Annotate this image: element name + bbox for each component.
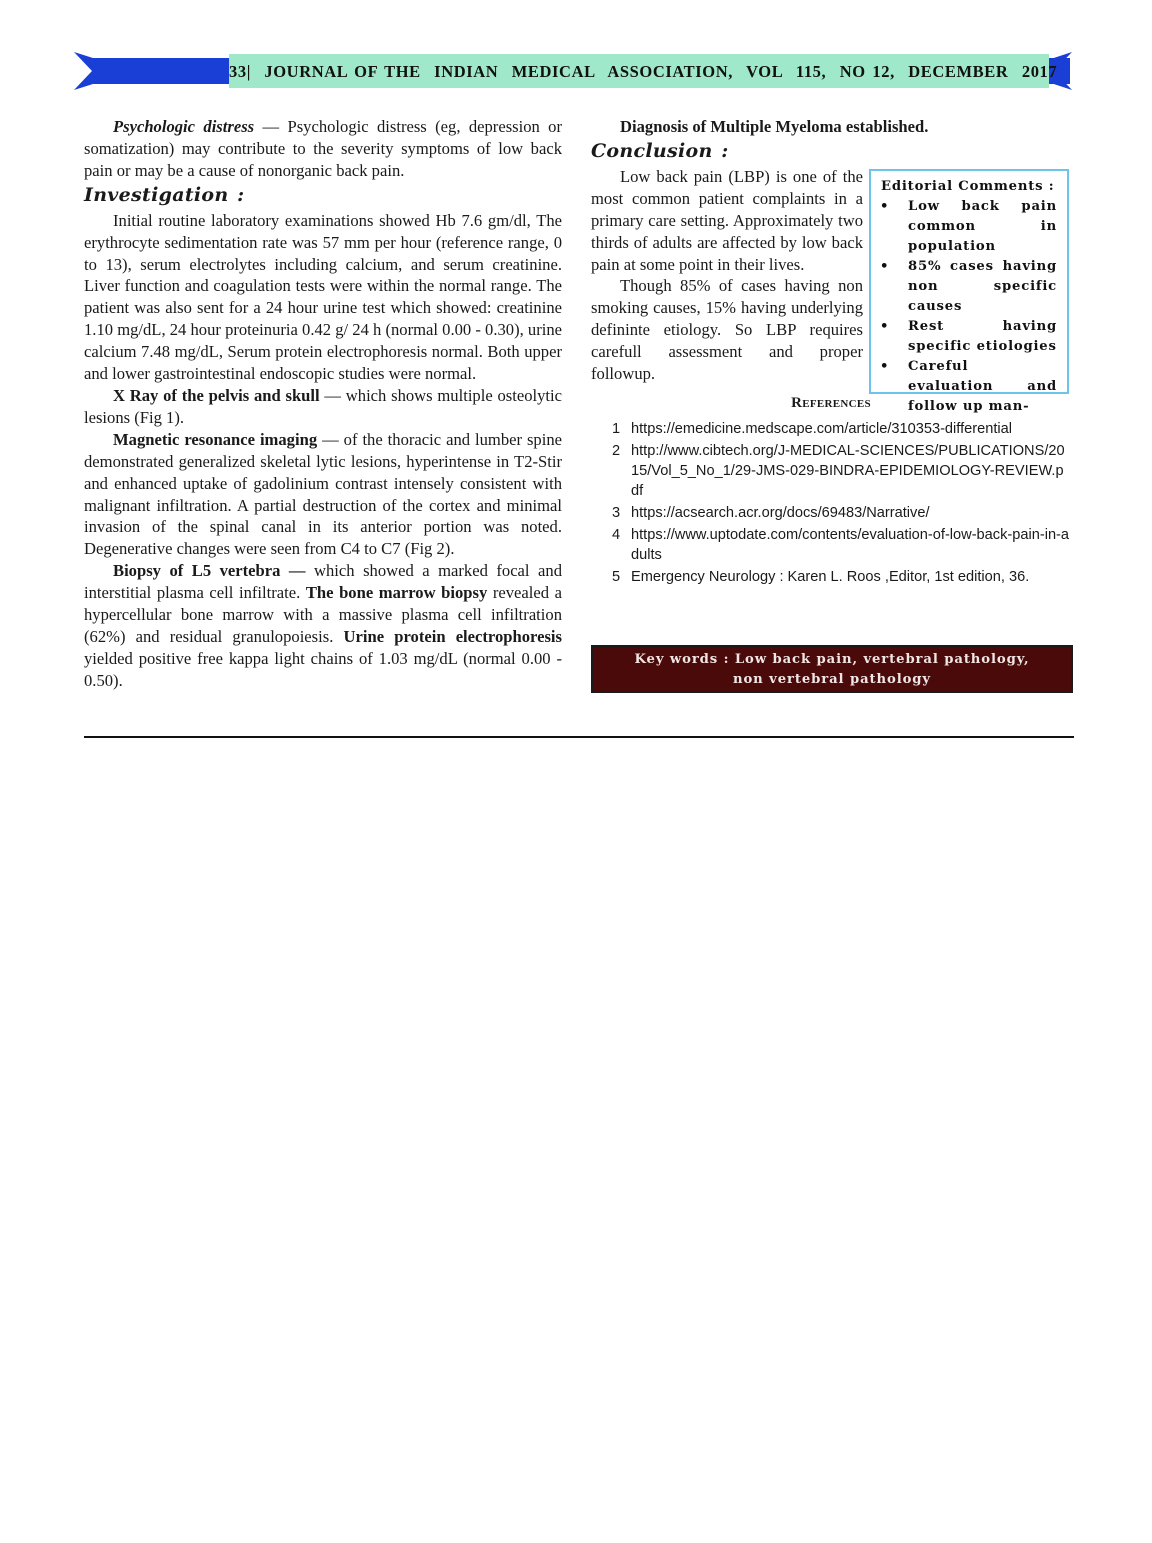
editorial-item: • Rest having specific etiologies xyxy=(879,317,1057,357)
reference-number: 4 xyxy=(612,526,621,543)
biopsy-paragraph xyxy=(84,560,562,691)
mri-paragraph xyxy=(84,429,562,560)
journal-title: JOURNAL OF THE INDIAN MEDICAL ASSOCIATION, xyxy=(264,62,733,81)
reference-item xyxy=(591,441,1071,501)
reference-number: 2 xyxy=(612,442,621,459)
reference-number: 5 xyxy=(612,568,621,585)
psych-distress-paragraph xyxy=(84,116,562,182)
right-column xyxy=(591,116,1071,589)
bottom-divider xyxy=(84,736,1074,738)
reference-text: https://emedicine.medscape.com/article/310353-differential xyxy=(631,420,1012,437)
keywords-box: Key words : Low back pain, vertebral pathology, non vertebral pathology xyxy=(591,645,1073,693)
editorial-comments-box xyxy=(869,169,1069,414)
xray-term: X Ray of the pelvis and skull xyxy=(113,385,320,405)
editorial-title: Editorial Comments : xyxy=(881,178,1055,194)
urine-electrophoresis-term: Urine protein electrophoresis xyxy=(343,626,562,646)
journal-issue: NO 12, xyxy=(839,62,895,81)
editorial-item: • Low back pain common in population xyxy=(879,197,1057,257)
reference-text: https://acsearch.acr.org/docs/69483/Narrative/ xyxy=(631,504,930,521)
reference-text: http://www.cibtech.org/J-MEDICAL-SCIENCES/PUBLICATIONS/2015/Vol_5_No_1/29-JMS-029-BINDRA-EPIDEMIOLOGY-REVIEW.pdf xyxy=(631,442,1065,499)
journal-date: DECEMBER 2017 xyxy=(908,62,1058,81)
editorial-list xyxy=(879,197,1057,417)
reference-text: Emergency Neurology : Karen L. Roos ,Editor, 1st edition, 36. xyxy=(631,568,1030,585)
diagnosis-statement: Diagnosis of Multiple Myeloma established. xyxy=(620,117,929,136)
reference-item xyxy=(591,503,1071,523)
mri-text: — of the thoracic and lumber spine demonstrated generalized skeletal lytic lesions, hyperintense in T2-Stir and enhanced uptake of gadolinium contrast intensely consistent with malignant infiltration. A partial destruction of the cortex and minimal invasion of the spinal canal in its anterior portion was noted. Degenerative changes were seen from C4 to C7 (Fig 2). xyxy=(84,429,562,559)
investigation-heading-text: Investigation xyxy=(84,183,229,206)
conclusion-paragraph-2: Though 85% of cases having non smoking causes, 15% having underlying defininte etiology. So LBP requires carefull assessment and proper followup. xyxy=(591,276,863,384)
bone-marrow-term: The bone marrow biopsy xyxy=(305,583,488,603)
page-number: 33| xyxy=(229,62,251,81)
reference-number: 3 xyxy=(612,504,621,521)
left-column xyxy=(84,116,562,692)
investigation-heading xyxy=(84,182,562,208)
header-title-box xyxy=(229,54,1058,88)
conclusion-heading-colon: : xyxy=(712,139,731,162)
conclusion-text xyxy=(591,166,863,385)
conclusion-paragraph-1: Low back pain (LBP) is one of the most common patient complaints in a primary care setting. Approximately two thirds of adults are affected by low back pain at some point in their lives. xyxy=(591,166,863,274)
biopsy-text-2: revealed a hypercellular bone marrow with a massive plasma cell infiltration (62%) and residual granulopoiesis. xyxy=(84,583,563,646)
editorial-item: • Careful evaluation and follow up man- xyxy=(879,357,1057,417)
left-arrow-shape xyxy=(74,52,134,90)
xray-text: — which shows multiple osteolytic lesions (Fig 1). xyxy=(84,385,562,427)
journal-header-banner xyxy=(74,50,1072,92)
mri-term: Magnetic resonance imaging xyxy=(113,429,318,449)
reference-number: 1 xyxy=(612,420,621,437)
psych-distress-text: — Psychologic distress (eg, depression or somatization) may contribute to the severity symptoms of low back pain or may be a cause of nonorganic back pain. xyxy=(84,117,563,180)
biopsy-text-3: yielded positive free kappa light chains of 1.03 mg/dL (normal 0.00 - 0.50). xyxy=(84,648,562,690)
xray-paragraph xyxy=(84,385,562,429)
references-title: References xyxy=(791,394,871,411)
reference-item xyxy=(591,419,1071,439)
header-title xyxy=(229,62,1058,82)
conclusion-heading xyxy=(591,138,1071,164)
reference-item xyxy=(591,525,1071,565)
biopsy-term: Biopsy of L5 vertebra — xyxy=(113,561,306,581)
reference-text: https://www.uptodate.com/contents/evaluation-of-low-back-pain-in-adults xyxy=(631,526,1070,563)
references-list xyxy=(591,419,1071,587)
biopsy-text-1: which showed a marked focal and interstitial plasma cell infiltrate. xyxy=(84,561,562,603)
investigation-heading-colon: : xyxy=(228,183,247,206)
psych-distress-term: Psychologic distress xyxy=(113,117,255,136)
conclusion-heading-text: Conclusion xyxy=(591,139,713,162)
reference-item xyxy=(591,567,1071,587)
journal-volume: VOL 115, xyxy=(746,62,827,81)
editorial-item: • 85% cases having non specific causes xyxy=(879,257,1057,317)
investigation-paragraph: Initial routine laboratory examinations showed Hb 7.6 gm/dl, The erythrocyte sedimentation rate was 57 mm per hour (reference range, 0 to 13), serum electrolytes including calcium, and serum creatinine. Liver function and coagulation tests were within the normal range. The patient was also sent for a 24 hour urine test which showed: creatinine 1.10 mg/dL, 24 hour proteinuria 0.42 g/ 24 h (normal 0.00 - 0.30), urine calcium 7.48 mg/dL, Serum protein electrophoresis normal. Both upper and lower gastrointestinal endoscopic studies were normal. xyxy=(84,210,562,384)
